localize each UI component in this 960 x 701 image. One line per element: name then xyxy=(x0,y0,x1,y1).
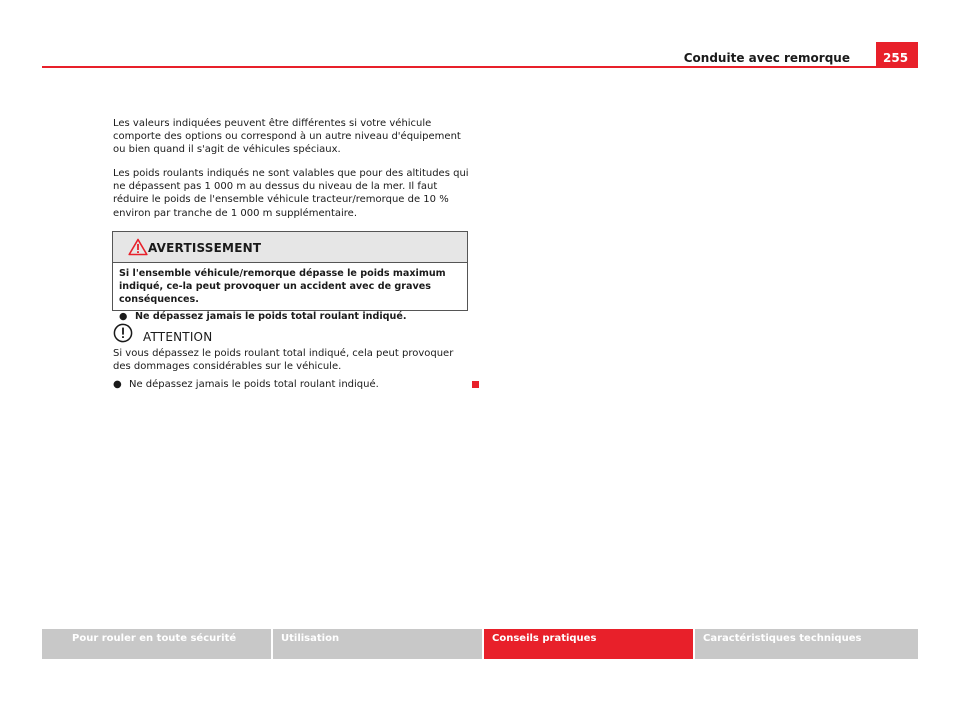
exclamation-circle-icon xyxy=(113,323,133,343)
footer-tab-securite[interactable]: Pour rouler en toute sécurité xyxy=(42,629,273,659)
warning-header xyxy=(113,232,467,263)
attention-bullet-text: Ne dépassez jamais le poids total roulant indiqué. xyxy=(129,379,379,390)
attention-text: Si vous dépassez le poids roulant total indiqué, cela peut provoquer des dommages considérables sur le véhicule. xyxy=(113,348,454,373)
header-rule xyxy=(42,66,918,68)
bullet-icon: ● xyxy=(119,311,128,322)
warning-triangle-icon xyxy=(128,238,148,256)
paragraph-2: Les poids roulants indiqués ne sont valables que pour des altitudes qui ne dépassent pas 1 000 m au dessus du niveau de la mer. Il faut réduire le poids de l'ensemble véhicule tracteur/remorque de 10 % environ par tranche de 1 000 m supplémentaire. xyxy=(113,168,469,219)
footer-tab-conseils-pratiques[interactable]: Conseils pratiques xyxy=(484,629,695,659)
warning-text: Si l'ensemble véhicule/remorque dépasse le poids maximum indiqué, ce-la peut provoquer un accident avec de graves conséquences. xyxy=(119,268,446,305)
section-end-marker xyxy=(472,381,479,388)
warning-bullet-text: Ne dépassez jamais le poids total roulant indiqué. xyxy=(135,311,407,322)
footer-tab-utilisation[interactable]: Utilisation xyxy=(273,629,484,659)
warning-bullet-item xyxy=(119,310,461,323)
bullet-icon: ● xyxy=(113,379,122,390)
warning-body xyxy=(113,263,467,323)
page-number: 255 xyxy=(876,42,918,68)
attention-title: ATTENTION xyxy=(143,330,213,344)
footer-tab-caracteristiques[interactable]: Caractéristiques techniques xyxy=(695,629,918,659)
attention-bullet-item xyxy=(113,378,433,391)
warning-title: AVERTISSEMENT xyxy=(148,241,262,255)
page-title: Conduite avec remorque xyxy=(683,51,850,65)
warning-box xyxy=(112,231,468,322)
paragraph-1: Les valeurs indiquées peuvent être différentes si votre véhicule comporte des options ou correspond à un autre niveau d'équipement ou bien quand il s'agit de véhicules spéciaux. xyxy=(113,118,461,156)
footer-nav xyxy=(42,629,918,659)
